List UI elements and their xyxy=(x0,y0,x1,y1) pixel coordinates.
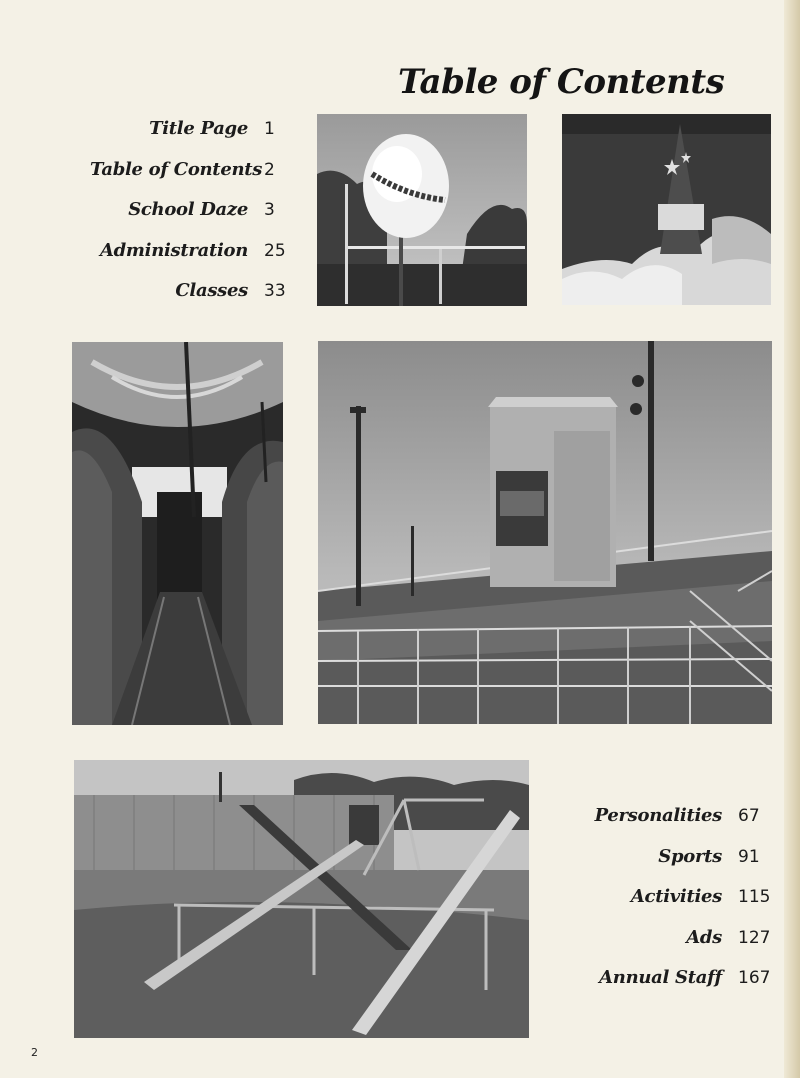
toc-entry[interactable] xyxy=(590,927,786,968)
toc-entry[interactable] xyxy=(90,199,304,240)
playground-seesaw-photo xyxy=(74,760,529,1038)
toc-entry-label: Personalities xyxy=(594,805,722,826)
toc-entry-page: 33 xyxy=(264,281,286,301)
page-title: Table of Contents xyxy=(398,62,725,102)
toc-entry-page: 2 xyxy=(264,159,275,180)
toc-entry[interactable] xyxy=(590,805,786,846)
toc-entry-page: 3 xyxy=(264,200,275,220)
toc-list-left xyxy=(90,118,304,321)
toc-entry[interactable] xyxy=(90,159,304,200)
toc-entry-page: 25 xyxy=(264,240,286,261)
toc-entry[interactable] xyxy=(590,886,786,927)
toc-entry-label: School Daze xyxy=(128,199,248,220)
toc-entry-page: 67 xyxy=(738,806,760,826)
toc-entry[interactable] xyxy=(590,846,786,887)
toc-entry-label: Ads xyxy=(686,926,722,948)
toc-entry-page: 167 xyxy=(738,968,771,988)
school-bus-interior-photo xyxy=(72,342,283,725)
toc-entry-label: Table of Contents xyxy=(90,158,263,180)
page-edge xyxy=(784,0,800,1078)
toc-list-right xyxy=(590,805,786,1008)
toc-entry[interactable] xyxy=(90,240,304,281)
toc-entry[interactable] xyxy=(90,280,304,321)
toc-entry[interactable] xyxy=(90,118,304,159)
page-number: 2 xyxy=(31,1046,38,1059)
megaphone-pompoms-photo xyxy=(562,114,771,305)
toc-entry-label: Annual Staff xyxy=(599,967,722,988)
mascot-head-photo xyxy=(317,114,527,306)
toc-entry-label: Administration xyxy=(99,239,248,261)
toc-entry-label: Title Page xyxy=(149,118,248,139)
toc-entry-label: Classes xyxy=(175,280,248,301)
toc-entry-label: Activities xyxy=(630,886,722,907)
toc-entry-label: Sports xyxy=(658,845,722,867)
toc-entry[interactable] xyxy=(590,967,786,1008)
toc-entry-page: 115 xyxy=(738,887,771,907)
toc-entry-page: 1 xyxy=(264,119,275,139)
stadium-press-box-photo xyxy=(318,341,772,724)
toc-entry-page: 127 xyxy=(738,927,771,948)
toc-entry-page: 91 xyxy=(738,846,760,867)
